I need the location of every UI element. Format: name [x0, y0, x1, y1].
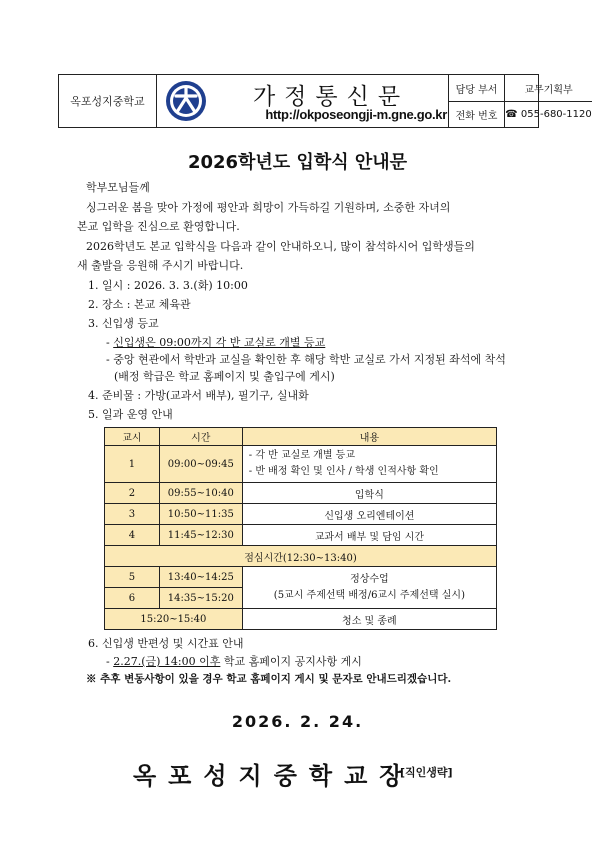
dept-value: 교무기획부 [505, 75, 592, 102]
period-cell: 5 [105, 567, 160, 588]
principal-signature: 옥포성지중학교장 [133, 762, 415, 790]
item-arrival-a [106, 336, 325, 350]
content-cell: 교과서 배부 및 담임 시간 [242, 525, 496, 546]
issue-date: 2026. 2. 24. [231, 712, 364, 731]
time-cell: 11:45~12:30 [159, 525, 242, 546]
content-line: - 반 배정 확인 및 인사 / 학생 인적사항 확인 [248, 466, 439, 477]
col-header-time: 시간 [159, 428, 242, 446]
document-title: 2026학년도 입학식 안내문 [187, 152, 408, 173]
paragraph-1-line-1: 싱그러운 봄을 맞아 가정에 평안과 희망이 가득하길 기원하며, 소중한 자녀의 [86, 201, 451, 214]
time-cell: 15:20~15:40 [105, 609, 243, 630]
header-title-area [157, 75, 449, 127]
table-row [105, 446, 497, 483]
table-row [105, 525, 497, 546]
item-date-time: 1. 일시 : 2026. 3. 3.(화) 10:00 [88, 279, 248, 292]
school-name: 옥포성지중학교 [59, 75, 157, 127]
time-cell: 13:40~14:25 [159, 567, 242, 588]
item-arrival-b2: (배정 학급은 학교 홈페이지 및 출입구에 게시) [114, 370, 335, 383]
newsletter-title: 가정통신문 [252, 84, 410, 110]
item-class-assignment: 6. 신입생 반편성 및 시간표 안내 [88, 637, 244, 650]
table-row [105, 609, 497, 630]
lunch-row [105, 546, 497, 567]
dash: - [106, 336, 114, 349]
content-cell: 입학식 [242, 483, 496, 504]
assignment-date: 2.27.(금) 14:00 이후 [113, 655, 221, 668]
paragraph-2-line-1: 2026학년도 본교 입학식을 다음과 같이 안내하오니, 많이 참석하시어 입학생들의 [86, 240, 475, 253]
content-cell: 청소 및 종례 [242, 609, 496, 630]
content-cell: 신입생 오리엔테이션 [242, 504, 496, 525]
school-logo-icon [165, 80, 207, 122]
content-line: 정상수업 [350, 573, 389, 585]
time-cell: 09:00~09:45 [159, 446, 242, 483]
period-cell: 2 [105, 483, 160, 504]
dash: - [106, 655, 114, 668]
period-cell: 6 [105, 588, 160, 609]
arrival-time-note: 신입생은 09:00까지 각 반 교실로 개별 등교 [113, 336, 326, 349]
lunch-cell: 점심시간(12:30~13:40) [105, 546, 497, 567]
schedule-table [104, 427, 497, 630]
item-supplies: 4. 준비물 : 가방(교과서 배부), 필기구, 실내화 [88, 389, 309, 402]
seal-omitted-note: [직인생략] [400, 766, 453, 779]
dept-label: 담당 부서 [449, 75, 505, 102]
paragraph-1-line-2: 본교 입학을 진심으로 환영합니다. [77, 220, 240, 233]
period-cell: 4 [105, 525, 160, 546]
content-line: (5교시 주제선택 배정/6교시 주제선택 실시) [273, 589, 465, 601]
item-schedule: 5. 일과 운영 안내 [88, 408, 173, 421]
table-header-row [105, 428, 497, 446]
col-header-period: 교시 [105, 428, 160, 446]
item-class-assignment-a [106, 655, 362, 669]
item-arrival: 3. 신입생 등교 [88, 317, 159, 330]
time-cell: 10:50~11:35 [159, 504, 242, 525]
period-cell: 1 [105, 446, 160, 483]
paragraph-2-line-2: 새 출발을 응원해 주시기 바랍니다. [77, 259, 244, 272]
assignment-note: 학교 홈페이지 공지사항 게시 [220, 655, 362, 668]
time-cell: 09:55~10:40 [159, 483, 242, 504]
item-arrival-b: - 중앙 현관에서 학반과 교실을 확인한 후 해당 학반 교실로 가서 지정된 좌석에 착석 [106, 353, 506, 366]
change-notice: ※ 추후 변동사항이 있을 경우 학교 홈페이지 게시 및 문자로 안내드리겠습니다. [86, 673, 452, 685]
table-row [105, 483, 497, 504]
school-url-link[interactable]: http://okposeongji-m.gne.go.kr [265, 107, 447, 122]
greeting: 학부모님들께 [86, 181, 150, 194]
newsletter-header [58, 74, 592, 128]
content-cell [242, 567, 496, 609]
phone-label: 전화 번호 [449, 102, 505, 127]
period-cell: 3 [105, 504, 160, 525]
phone-value: ☎ 055-680-1120 [505, 109, 592, 120]
content-line: - 각 반 교실로 개별 등교 [248, 450, 355, 461]
content-cell [242, 446, 496, 483]
item-location: 2. 장소 : 본교 체육관 [88, 298, 191, 311]
table-row [105, 567, 497, 588]
time-cell: 14:35~15:20 [159, 588, 242, 609]
col-header-content: 내용 [242, 428, 496, 446]
table-row [105, 504, 497, 525]
